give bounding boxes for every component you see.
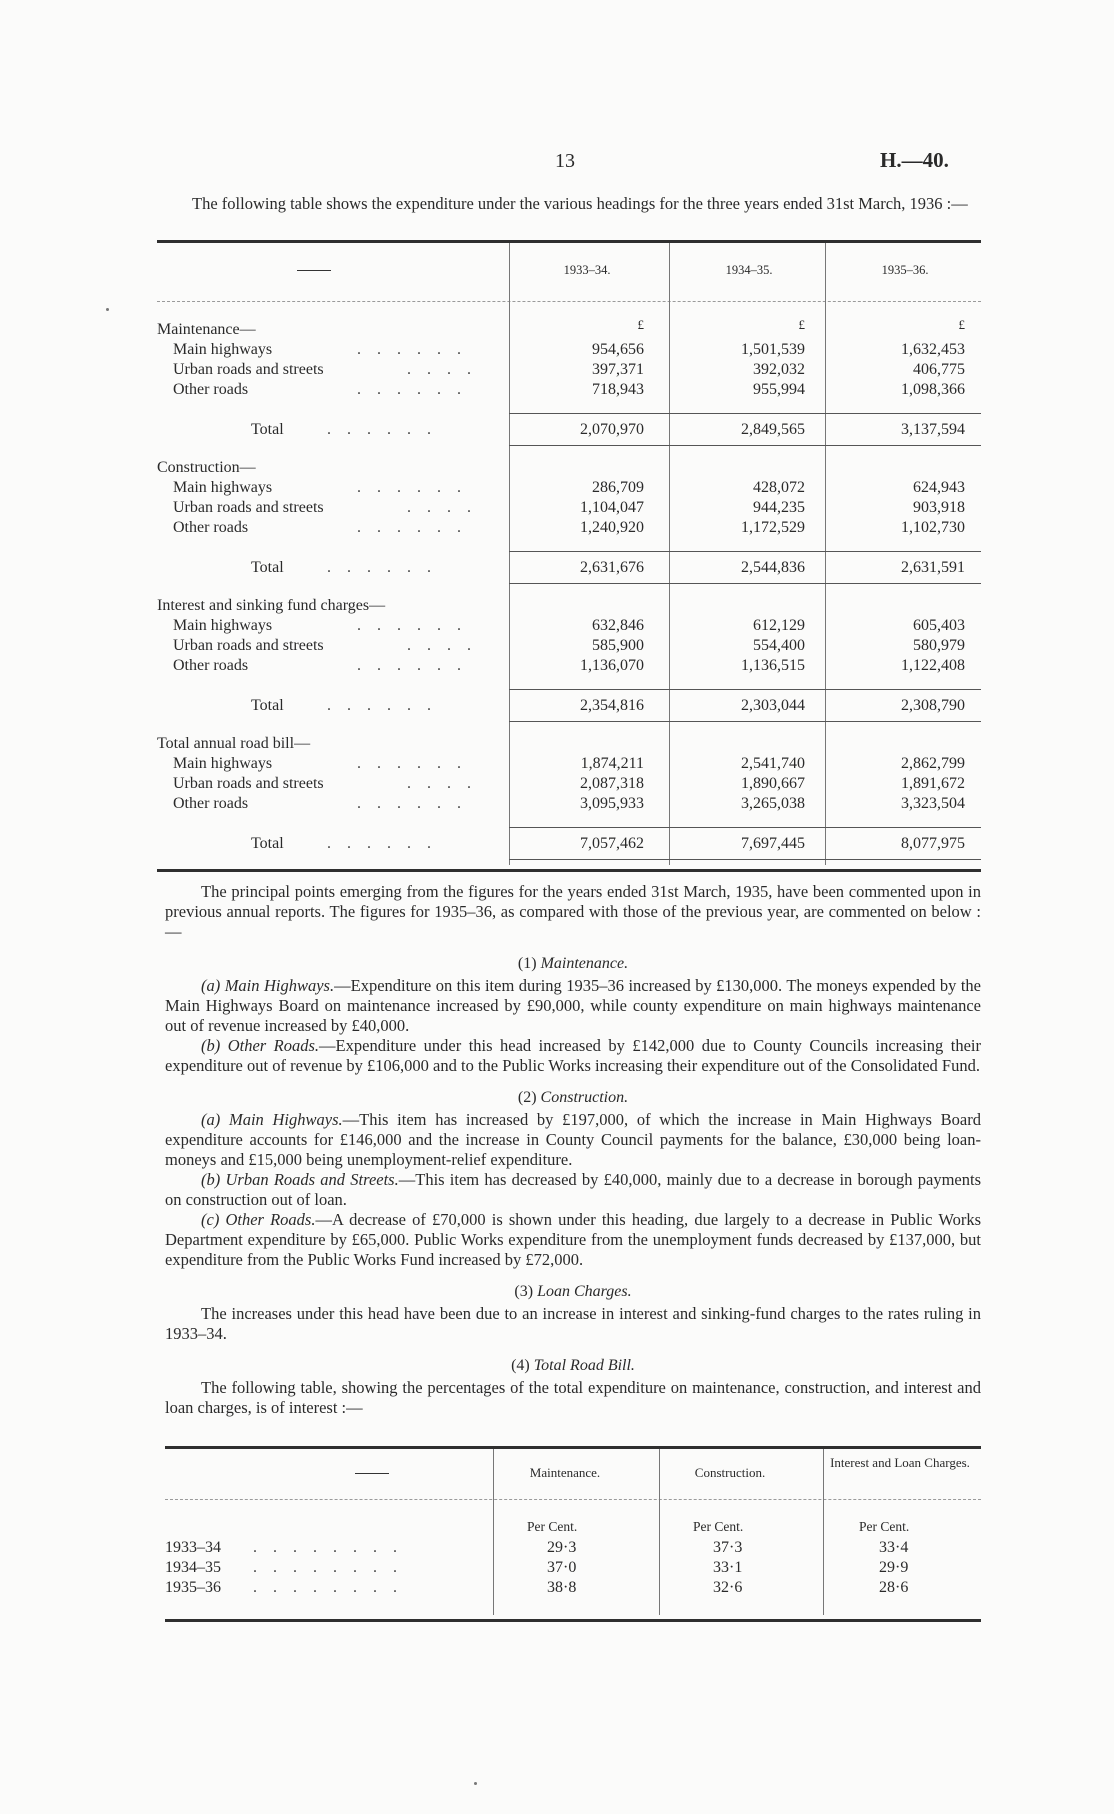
total-value: 2,849,565: [741, 421, 805, 438]
paragraph-text: —This item has decreased by £40,000, mainly due to a decrease in borough payments on construction out of loan.: [165, 1170, 981, 1209]
unit-label: Per Cent.: [527, 1519, 578, 1534]
percent-value: 32·6: [713, 1579, 743, 1596]
section-heading-construction: [165, 1088, 981, 1108]
cell-value: 1,240,920: [580, 519, 644, 536]
scan-speck: [474, 1782, 477, 1785]
leader-dots: . . . . . .: [357, 617, 467, 634]
total-value: 3,137,594: [901, 421, 965, 438]
row-label: Other roads: [173, 519, 249, 536]
year-label: 1934–35: [165, 1559, 221, 1576]
cell-value: 1,890,667: [741, 775, 805, 792]
year-label: 1935–36: [165, 1579, 221, 1596]
column-divider: [825, 243, 826, 865]
paragraph-2a: [165, 1110, 981, 1170]
percent-value: 38·8: [547, 1579, 577, 1596]
leader-dots: . . . . . . . .: [253, 1539, 403, 1556]
cell-value: 580,979: [913, 637, 965, 654]
total-label: Total: [251, 559, 284, 576]
cell-value: 955,994: [753, 381, 805, 398]
leader-dots: . . . . . .: [357, 755, 467, 772]
section-title: Loan Charges.: [537, 1283, 632, 1300]
row-label: Other roads: [173, 795, 249, 812]
col-header-construction: Construction.: [694, 1465, 766, 1480]
cell-value: 612,129: [753, 617, 805, 634]
paragraph-text: —A decrease of £70,000 is shown under this heading, due largely to a decrease in Public Works Department expenditure by £65,000. Public Works expenditure from the unemployment funds decreased by £137,000, but expenditure from the Public Works Fund increased by £72,000.: [165, 1210, 981, 1269]
leader-dots: . . . . . .: [357, 519, 467, 536]
section-heading-total-road-bill: [165, 1356, 981, 1376]
column-divider: [659, 1449, 660, 1615]
total-value: 2,544,836: [741, 559, 805, 576]
intro-text: The following table shows the expenditure under the various headings for the three years ended 31st March, 1936 :—: [192, 194, 968, 213]
row-label: Main highways: [173, 755, 273, 772]
cell-value: 1,104,047: [580, 499, 644, 516]
unit-label: Per Cent.: [693, 1519, 744, 1534]
total-underline: [509, 721, 981, 722]
total-value: 2,070,970: [580, 421, 644, 438]
leader-dots: . . . .: [407, 775, 477, 792]
percent-value: 33·4: [879, 1539, 909, 1556]
total-value: 2,303,044: [741, 697, 805, 714]
cell-value: 903,918: [913, 499, 965, 516]
cell-value: 1,172,529: [741, 519, 805, 536]
section-heading-maintenance: [165, 954, 981, 974]
col-header-1935-36: 1935–36.: [881, 263, 929, 277]
leader-dots: . . . . . .: [357, 341, 467, 358]
row-label: Urban roads and streets: [173, 361, 324, 378]
leader-dots: . . . . . . . .: [253, 1579, 403, 1596]
cell-value: 1,501,539: [741, 341, 805, 358]
leader-dots: . . . . . . . .: [253, 1559, 403, 1576]
leader-dots: . . . . . .: [327, 559, 437, 576]
row-label: Other roads: [173, 381, 249, 398]
section-number: (4): [511, 1357, 530, 1374]
leader-dots: . . . . . .: [357, 657, 467, 674]
leader-dots: . . . . . .: [357, 479, 467, 496]
row-label: Urban roads and streets: [173, 775, 324, 792]
commentary: [165, 882, 981, 1418]
total-value: 7,057,462: [580, 835, 644, 852]
section-title: Total Road Bill.: [533, 1357, 635, 1374]
principal-points-paragraph: The principal points emerging from the figures for the years ended 31st March, 1935, have been commented upon in previous annual reports. The figures for 1935–36, as compared with those of the previous year, are commented on below :—: [165, 882, 981, 941]
currency-symbol: £: [637, 317, 644, 332]
section-title: Construction.: [540, 1089, 629, 1106]
cell-value: 392,032: [753, 361, 805, 378]
cell-value: 944,235: [753, 499, 805, 516]
cell-value: 1,136,515: [741, 657, 805, 674]
cell-value: 397,371: [592, 361, 644, 378]
paragraph-lead: (b) Urban Roads and Streets.: [201, 1170, 399, 1189]
cell-value: 1,891,672: [901, 775, 965, 792]
cell-value: 2,087,318: [580, 775, 644, 792]
col-header-1933-34: 1933–34.: [563, 263, 611, 277]
cell-value: 718,943: [592, 381, 644, 398]
paragraph-lead: (b) Other Roads.: [201, 1036, 320, 1055]
paragraph-4: The following table, showing the percentages of the total expenditure on maintenance, construction, and interest and loan charges, is of interest :—: [165, 1378, 981, 1417]
paragraph-2b: [165, 1170, 981, 1210]
cell-value: 624,943: [913, 479, 965, 496]
cell-value: 3,323,504: [901, 795, 965, 812]
total-underline: [509, 445, 981, 446]
paragraph-lead: (a) Main Highways.: [201, 1110, 343, 1129]
row-label: Main highways: [173, 341, 273, 358]
cell-value: 286,709: [592, 479, 644, 496]
leader-dots: . . . . . .: [327, 697, 437, 714]
table-bottom-rule: [157, 869, 981, 872]
leader-dots: . . . . . .: [327, 421, 437, 438]
section-title: Maintenance.: [540, 955, 629, 972]
cell-value: 605,403: [913, 617, 965, 634]
leader-dots: . . . . . .: [357, 795, 467, 812]
header-dash: [355, 1473, 389, 1474]
section-number: (1): [517, 955, 537, 972]
total-rule: [509, 827, 981, 828]
table-header: [165, 1449, 981, 1500]
total-label: Total: [251, 835, 284, 852]
paragraph-text: —This item has increased by £197,000, of which the increase in Main Highways Board expenditure accounts for £146,000 and the increase in County Council payments for the balance, £30,000 being loan-moneys and £15,000 being unemployment-relief expenditure.: [165, 1110, 981, 1169]
cell-value: 2,541,740: [741, 755, 805, 772]
total-rule: [509, 551, 981, 552]
table-header: [157, 243, 981, 302]
paragraph-text: —Expenditure under this head increased by £142,000 due to County Councils increasing their expenditure out of revenue by £106,000 and to the Public Works increasing their expenditure out of the Consolidated Fund.: [165, 1036, 981, 1075]
percent-value: 37·3: [713, 1539, 743, 1556]
cell-value: 1,874,211: [580, 755, 644, 772]
total-underline: [509, 859, 981, 860]
cell-value: 585,900: [592, 637, 644, 654]
group-title: Total annual road bill—: [157, 735, 311, 752]
col-header-1934-35: 1934–35.: [725, 263, 773, 277]
paragraph-3: The increases under this head have been due to an increase in interest and sinking-fund charges to the rates ruling in 1933–34.: [165, 1304, 981, 1343]
group-title: Maintenance—: [157, 321, 256, 338]
paragraph-lead: (a) Main Highways.: [201, 976, 335, 995]
total-underline: [509, 583, 981, 584]
section-number: (2): [517, 1089, 537, 1106]
currency-symbol: £: [798, 317, 805, 332]
paragraph-2c: [165, 1210, 981, 1270]
total-value: 7,697,445: [741, 835, 805, 852]
cell-value: 632,846: [592, 617, 644, 634]
cell-value: 406,775: [913, 361, 965, 378]
cell-value: 1,098,366: [901, 381, 965, 398]
percent-value: 29·9: [879, 1559, 909, 1576]
group-title: Construction—: [157, 459, 256, 476]
column-divider: [823, 1449, 824, 1615]
section-number: (3): [514, 1283, 534, 1300]
leader-dots: . . . . . .: [327, 835, 437, 852]
percent-value: 29·3: [547, 1539, 577, 1556]
cell-value: 1,102,730: [901, 519, 965, 536]
col-header-maintenance: Maintenance.: [529, 1465, 601, 1480]
total-value: 8,077,975: [901, 835, 965, 852]
section-heading-loan-charges: [165, 1282, 981, 1302]
total-rule: [509, 689, 981, 690]
group-title: Interest and sinking fund charges—: [157, 597, 386, 614]
total-value: 2,308,790: [901, 697, 965, 714]
currency-symbol: £: [958, 317, 965, 332]
cell-value: 3,265,038: [741, 795, 805, 812]
unit-label: Per Cent.: [859, 1519, 910, 1534]
total-value: 2,631,676: [580, 559, 644, 576]
intro-paragraph: [157, 194, 981, 214]
total-value: 2,631,591: [901, 559, 965, 576]
leader-dots: . . . .: [407, 637, 477, 654]
total-label: Total: [251, 697, 284, 714]
expenditure-table: [157, 240, 981, 872]
total-value: 2,354,816: [580, 697, 644, 714]
column-divider: [493, 1449, 494, 1615]
cell-value: 1,122,408: [901, 657, 965, 674]
cell-value: 428,072: [753, 479, 805, 496]
header-dash: [297, 270, 331, 271]
row-label: Urban roads and streets: [173, 499, 324, 516]
col-header-interest-loan: Interest and Loan Charges.: [830, 1455, 970, 1470]
cell-value: 3,095,933: [580, 795, 644, 812]
percent-value: 33·1: [713, 1559, 743, 1576]
table-bottom-rule: [165, 1619, 981, 1622]
cell-value: 1,632,453: [901, 341, 965, 358]
column-divider: [669, 243, 670, 865]
paragraph-text: —Expenditure on this item during 1935–36 increased by £130,000. The moneys expended by the Main Highways Board on maintenance increased by £90,000, while county expenditure on main highways maintenance out of revenue increased by £40,000.: [165, 976, 981, 1035]
total-rule: [509, 413, 981, 414]
row-label: Main highways: [173, 479, 273, 496]
cell-value: 2,862,799: [901, 755, 965, 772]
cell-value: 1,136,070: [580, 657, 644, 674]
row-label: Other roads: [173, 657, 249, 674]
leader-dots: . . . .: [407, 499, 477, 516]
percent-value: 37·0: [547, 1559, 577, 1576]
page-number: 13: [555, 150, 575, 172]
scan-speck: [106, 308, 109, 311]
total-label: Total: [251, 421, 284, 438]
year-label: 1933–34: [165, 1539, 221, 1556]
column-divider: [509, 243, 510, 865]
document-reference: H.—40.: [880, 148, 949, 172]
percent-value: 28·6: [879, 1579, 909, 1596]
paragraph-lead: (c) Other Roads.: [201, 1210, 316, 1229]
paragraph-1b: [165, 1036, 981, 1076]
row-label: Main highways: [173, 617, 273, 634]
row-label: Urban roads and streets: [173, 637, 324, 654]
cell-value: 554,400: [753, 637, 805, 654]
cell-value: 954,656: [592, 341, 644, 358]
leader-dots: . . . .: [407, 361, 477, 378]
percentage-table: [165, 1446, 981, 1622]
paragraph-1a: [165, 976, 981, 1036]
leader-dots: . . . . . .: [357, 381, 467, 398]
